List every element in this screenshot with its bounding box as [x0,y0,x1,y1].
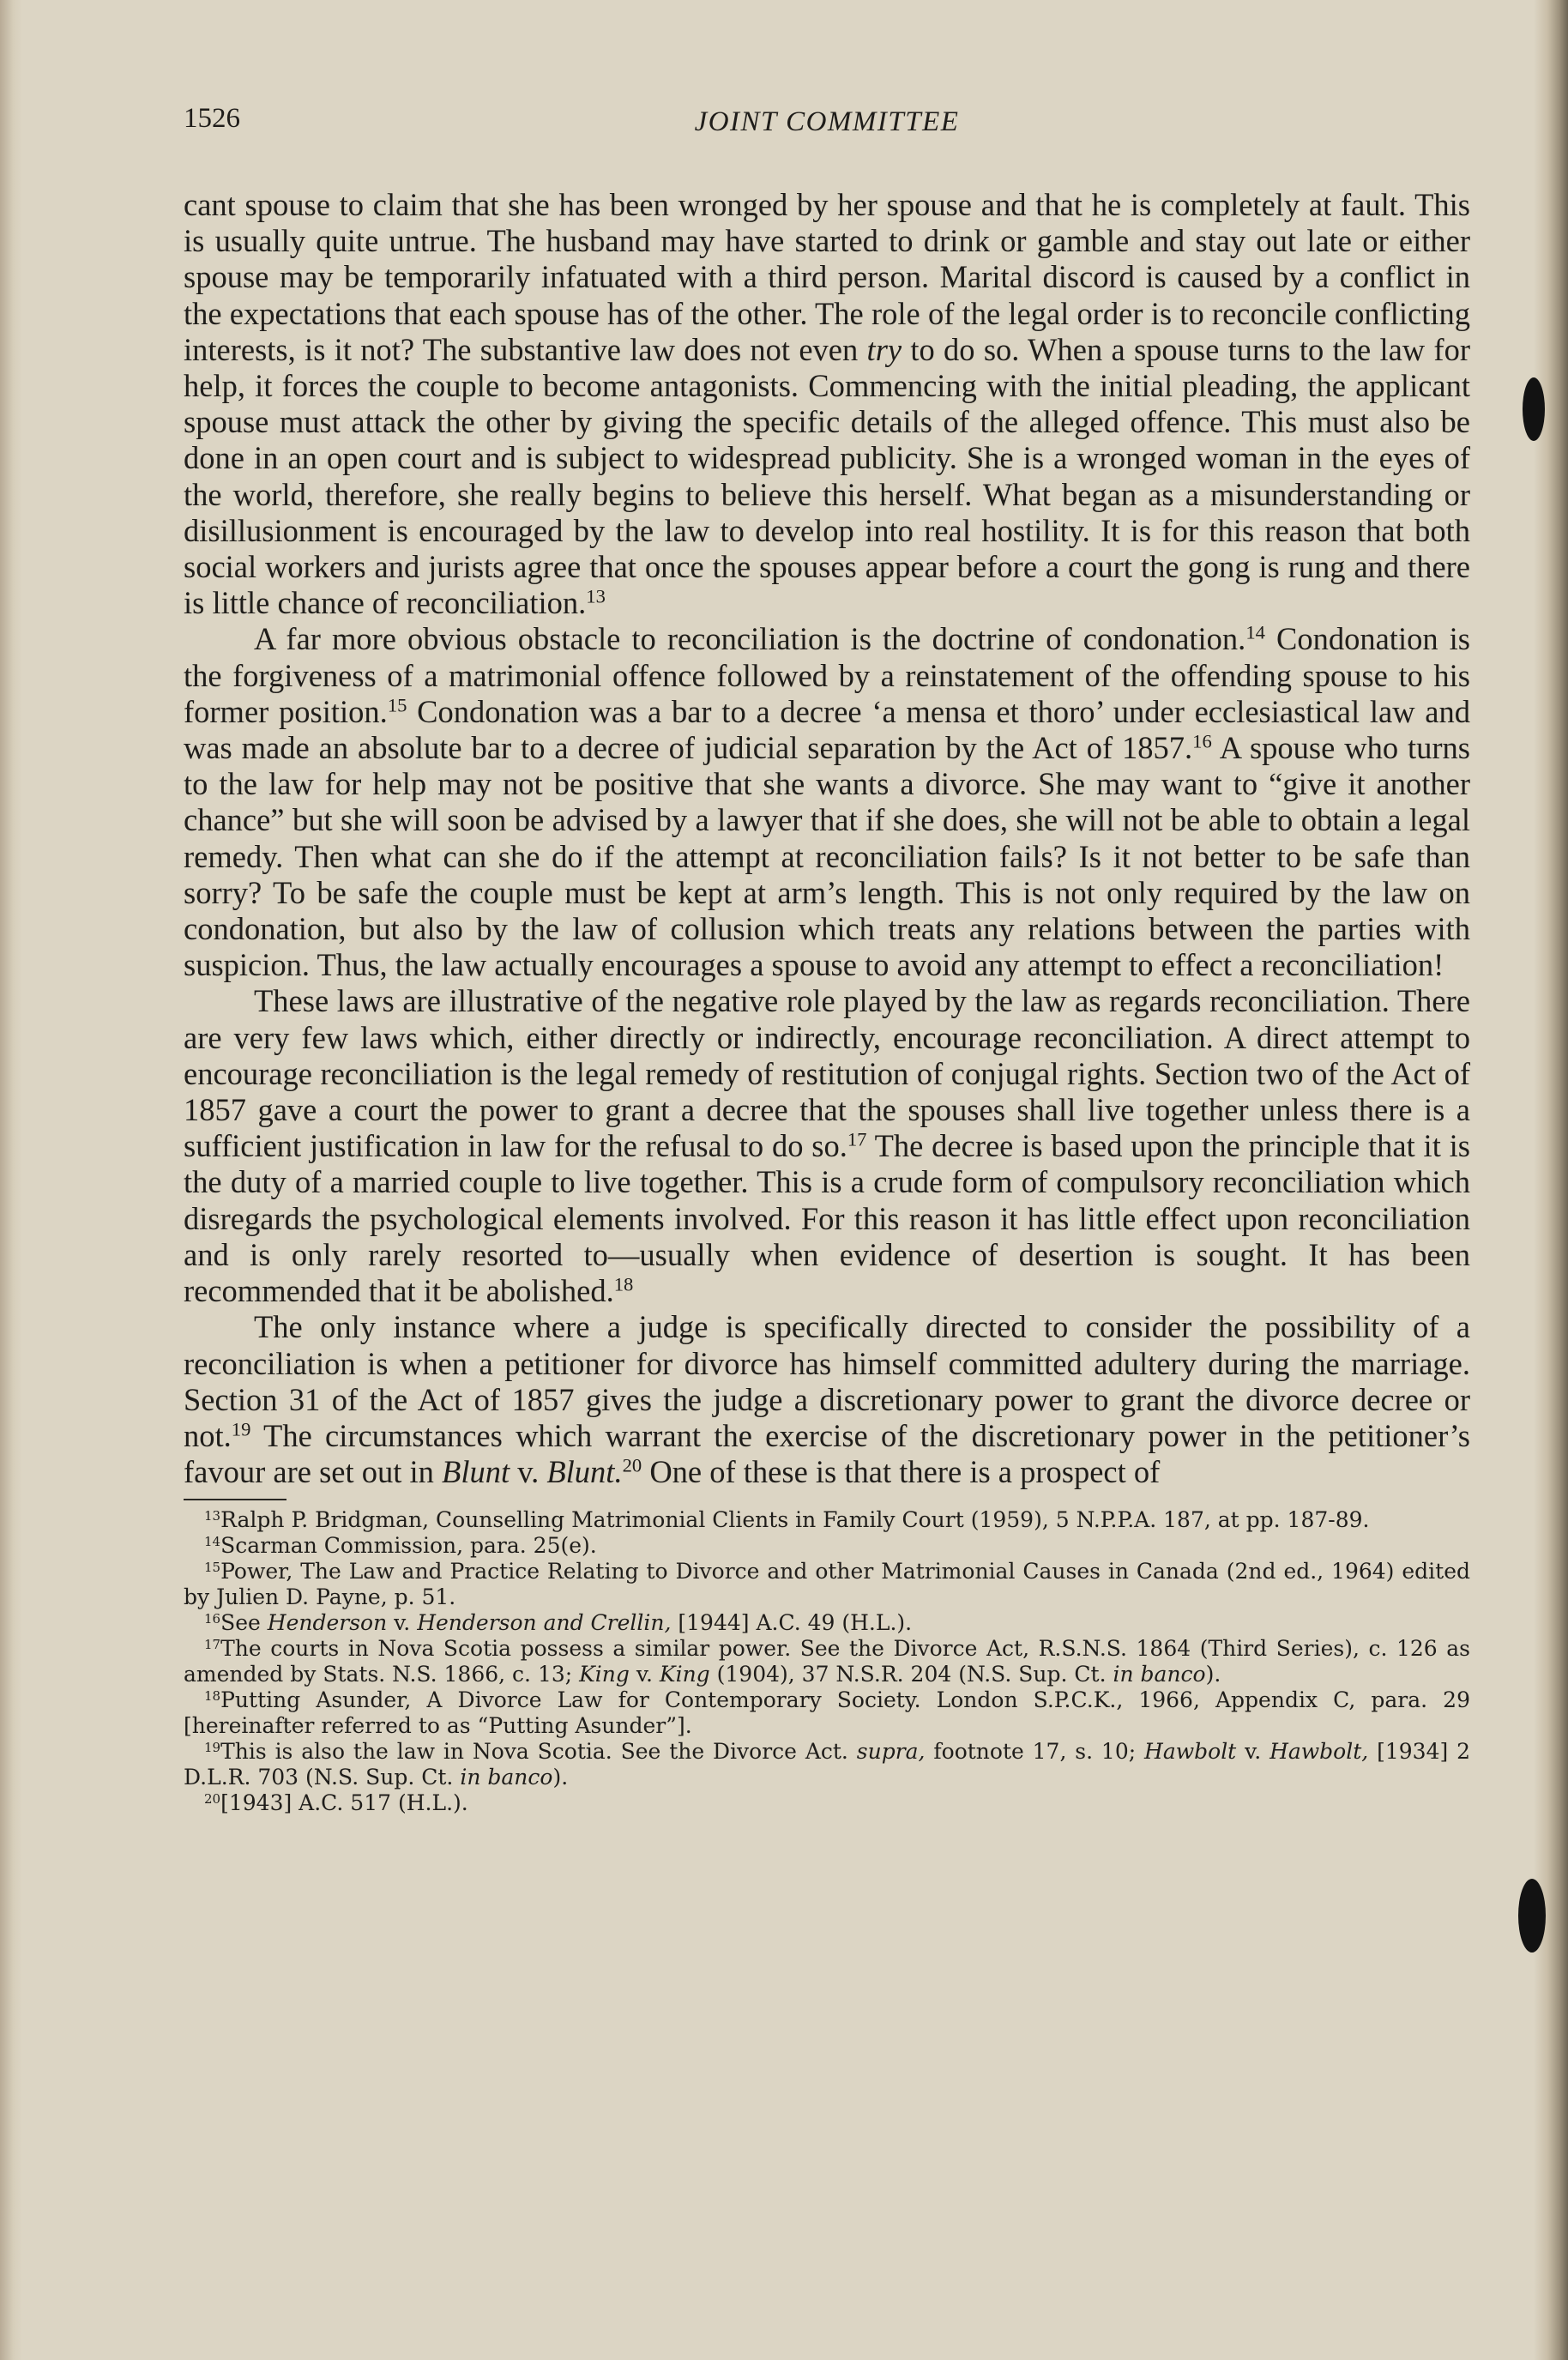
page-header [184,94,1470,154]
text-run: One of these is that there is a prospect of [642,1454,1161,1490]
text-run: v. [1236,1739,1270,1765]
footnotes [184,1507,1470,1816]
paragraph [184,621,1470,983]
italic-text: in banco [460,1765,553,1790]
paragraph [184,187,1470,621]
footnote-ref: 17 [204,1637,221,1653]
footnote [184,1507,1470,1533]
text-run: to do so. When a spouse turns to the law for help, it forces the couple to become antagonists. Commencing with the initial pleading, the applicant spouse must attack the other by giving the specific details of the alleged offence. This must also be done in an open court and is subject to widespread publicity. She is a wronged woman in the eyes of the world, therefore, she really begins to believe this herself. What began as a misunderstanding or disillusionment is encouraged by the law to develop into real hostility. It is for this reason that both social workers and jurists agree that once the spouses appear before a court the gong is rung and there is little chance of reconciliation. [184,331,1470,621]
text-run: The decree is based upon the principle that it is the duty of a married couple to live together. This is a crude form of compulsory reconciliation which disregards the psychological elements involved. For this reason it has little effect upon reconciliation and is only rarely resorted to—usually when evidence of desertion is sought. It has been recommended that it be abolished. [184,1128,1470,1309]
document-page [184,94,1470,1816]
footnote-ref: 15 [204,1560,221,1576]
text-run: The only instance where a judge is specifically directed to consider the possibility of a reconciliation is when a petitioner for divorce has himself committed adultery during the marriage. Section 31 of the Act of 1857 gives the judge a discretionary power to grant the divorce decree or not. [184,1309,1470,1453]
footnote-rule [184,1499,286,1500]
footnote-ref: 14 [204,1534,221,1550]
footnote-ref: 20 [622,1454,642,1476]
italic-text: Blunt [442,1454,510,1490]
footnote-ref: 17 [847,1128,867,1150]
paragraph [184,983,1470,1309]
footnote-ref: 13 [204,1508,221,1524]
footnote [184,1739,1470,1790]
footnote [184,1610,1470,1636]
footnote-ref: 16 [204,1611,221,1627]
italic-text: Blunt. [546,1454,623,1490]
text-run: cant spouse to claim that she has been wronged by her spouse and that he is completely at fault. This is usually quite untrue. The husband may have started to drink or gamble and stay out late or either spouse may be temporarily infatuated with a third person. Marital discord is caused by a conflict in the expectations that each spouse has of the other. The role of the legal order is to reconcile conflicting interests, is it not? The substantive law does not even [184,187,1470,367]
text-run: A far more obvious obstacle to reconciliation is the doctrine of condonation. [254,621,1246,657]
text-run: ). [552,1765,569,1790]
text-run: Putting Asunder, A Divorce Law for Contemporary Society. London S.P.C.K., 1966, Appendix C, para. 29 [hereinafter referred to as “Putting Asunder”]. [184,1687,1470,1739]
text-run: [1944] A.C. 49 (H.L.). [671,1610,913,1636]
italic-text: King [659,1662,710,1687]
text-run: v. [510,1454,547,1490]
italic-text: Henderson [267,1610,388,1636]
paragraph [184,1309,1470,1490]
italic-text: Henderson and Crellin, [417,1610,672,1636]
page-binding-edge-left [0,0,22,2360]
footnote-ref: 18 [204,1688,221,1705]
text-run: Condonation was a bar to a decree ‘a mensa et thoro’ under ecclesiastical law and was made an absolute bar to a decree of judicial separation by the Act of 1857. [184,693,1471,766]
text-run: [1943] A.C. 517 (H.L.). [220,1790,468,1816]
italic-text: Hawbolt, [1269,1739,1369,1765]
footnote-ref: 14 [1245,622,1265,643]
footnote-ref: 18 [613,1273,634,1295]
italic-text: King [579,1662,630,1687]
footnote [184,1687,1470,1739]
text-run: footnote 17, s. 10; [925,1739,1145,1765]
footnote-ref: 15 [387,694,407,716]
binder-ring-upper [1523,377,1545,441]
text-run: A spouse who turns to the law for help may not be positive that she wants a divorce. She may want to “give it another chance” but she will soon be advised by a lawyer that if she does, she will not be able to obtain a legal remedy. Then what can she do if the attempt at reconciliation fails? Is it not better to be safe than sorry? To be safe the couple must be kept at arm’s length. This is not only required by the law on condonation, but also by the law of collusion which treats any relations between the parties with suspicion. Thus, the law actually encourages a spouse to avoid any attempt to effect a reconciliation! [184,730,1470,983]
italic-text: supra, [856,1739,926,1765]
footnote [184,1636,1470,1687]
text-run: v. [387,1610,418,1636]
text-run: Scarman Commission, para. 25(e). [220,1533,597,1559]
footnote [184,1790,1470,1816]
text-run: These laws are illustrative of the negative role played by the law as regards reconciliation. There are very few laws which, either directly or indirectly, encourage reconciliation. A direct attempt to encourage reconciliation is the legal remedy of restitution of conjugal rights. Section two of the Act of 1857 gave a court the power to grant a decree that the spouses shall live together unless there is a sufficient justification in law for the refusal to do so. [184,983,1470,1164]
italic-text: try [866,331,902,367]
running-head: JOINT COMMITTEE [694,106,960,137]
footnote-ref: 20 [204,1791,221,1808]
page-binding-edge-right [1534,0,1568,2360]
page-number: 1526 [184,103,240,134]
footnote [184,1559,1470,1610]
footnote-ref: 13 [586,585,606,607]
text-run: [1934] 2 D.L.R. 703 (N.S. Sup. Ct. [184,1739,1471,1790]
text-run: Condonation is the forgiveness of a matrimonial offence followed by a reinstatement of the offending spouse to his former position. [184,621,1470,729]
body-text [184,187,1470,1490]
italic-text: Hawbolt [1144,1739,1237,1765]
text-run: Ralph P. Bridgman, Counselling Matrimonial Clients in Family Court (1959), 5 N.P.P.A. 187, at pp. 187-89. [220,1507,1370,1533]
footnote-ref: 16 [1192,730,1212,752]
text-run: The courts in Nova Scotia possess a similar power. See the Divorce Act, R.S.N.S. 1864 (Third Series), c. 126 as amended by Stats. N.S. 1866, c. 13; [184,1636,1470,1687]
footnote-ref: 19 [231,1418,251,1440]
text-run: (1904), 37 N.S.R. 204 (N.S. Sup. Ct. [709,1662,1113,1687]
binder-ring-lower [1518,1879,1546,1953]
text-run: Power, The Law and Practice Relating to Divorce and other Matrimonial Causes in Canada (2nd ed., 1964) edited by Julien D. Payne, p. 51. [184,1559,1470,1610]
text-run: The circumstances which warrant the exercise of the discretionary power in the petitioner’s favour are set out in [184,1417,1470,1490]
footnote-ref: 19 [204,1740,221,1756]
text-run: See [220,1610,268,1636]
text-run: ). [1205,1662,1221,1687]
text-run: This is also the law in Nova Scotia. See the Divorce Act. [220,1739,857,1765]
text-run: v. [629,1662,660,1687]
italic-text: in banco [1113,1662,1206,1687]
footnote [184,1533,1470,1559]
